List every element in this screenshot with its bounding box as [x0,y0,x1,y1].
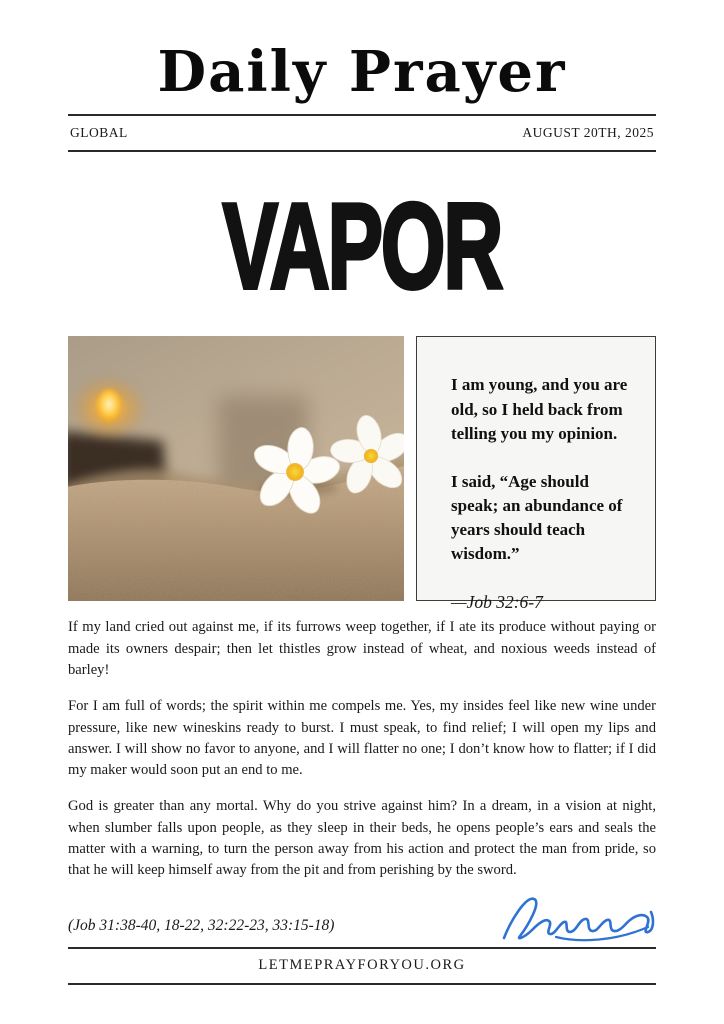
quote-citation: —Job 32:6-7 [451,592,543,613]
handwritten-signature [498,890,656,949]
candle-flame-icon [96,389,122,423]
edition-date: AUGUST 20TH, 2025 [522,125,654,141]
media-row [68,336,656,613]
quote-paragraph-2: I said, “Age should speak; an abundance of years should teach wisdom.” [451,471,623,564]
edition-section-label: GLOBAL [70,125,128,141]
photo-illustration [68,336,404,601]
article-paragraph: If my land cried out against me, if its furrows weep together, if I ate its produce without paying or made its owners despair; then let thistles grow instead of wheat, and noxious weeds instead of barley! [68,619,656,678]
reference-row [68,897,656,943]
footer-website: LETMEPRAYFORYOU.ORG [258,956,466,973]
scripture-reference: (Job 31:38-40, 18-22, 32:22-23, 33:15-18) [68,916,335,934]
article-paragraph: For I am full of words; the spirit within me compels me. Yes, my insides feel like new wine under pressure, like new wineskins ready to burst. I must speak, to find relief; I will open my lips and answer. I will show no favor to anyone, and I will flatter no one; I don’t know how to flatter; if I did my maker would soon put an end to me. [68,698,656,779]
masthead-title: Daily Prayer [157,39,567,105]
headline [68,178,656,315]
signature-scribble [498,890,656,944]
quote-paragraph-1: I am young, and you are old, so I held back from telling you my opinion. [451,375,628,443]
footer-bar [68,947,656,985]
pull-quote-box [416,336,656,613]
edition-bar [68,114,656,152]
article-paragraph: God is greater than any mortal. Why do you strive against him? In a dream, in a vision at night, when slumber falls upon people, as they sleep in their beds, he opens people’s ears and seals the matter with a warning, to turn the person away from his action and protect the man from pride, so that he will keep himself away from the pit and from perishing by the sword. [68,798,656,879]
article-body [68,617,656,881]
headline-text: VAPOR [222,178,502,315]
article-photo-candle-flowers [68,336,404,601]
